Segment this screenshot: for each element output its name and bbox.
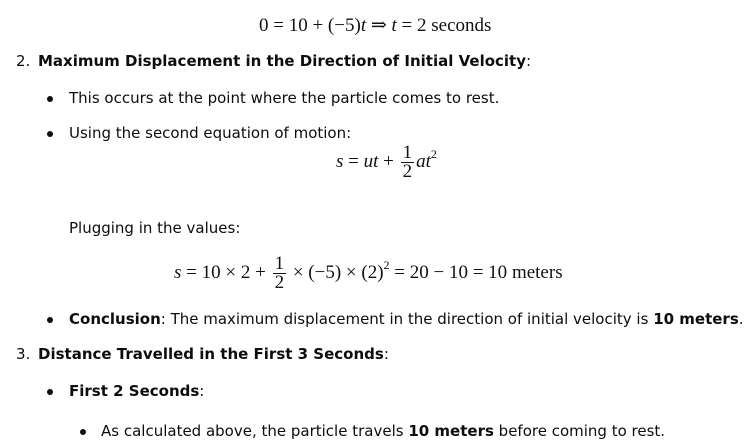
distance-value: 10 meters (408, 422, 494, 440)
conclusion-end: . (738, 310, 744, 328)
eq-plus: + (383, 150, 394, 172)
section-3-colon: : (383, 345, 389, 363)
fraction-half (401, 144, 415, 181)
eq-ut: ut (363, 150, 379, 172)
eq-part2: × (−5) × (2) (292, 261, 384, 283)
eq-equals: = (348, 150, 359, 172)
eq-result: = 2 (401, 15, 427, 36)
bullet-dot (47, 389, 53, 395)
conclusion-text: : The maximum displacement in the direction of initial velocity is (160, 310, 654, 328)
section-2-colon: : (526, 52, 532, 70)
conclusion-line (69, 310, 744, 328)
bullet-dot (47, 131, 53, 137)
bullet-dot (47, 96, 53, 102)
eq-lhs: 0 (259, 15, 269, 36)
bullet-particle-at-rest: This occurs at the point where the particle comes to rest. (69, 89, 500, 107)
bullet-dot (47, 317, 53, 323)
first-two-seconds-title: First 2 Seconds (69, 382, 200, 400)
conclusion-label: Conclusion (69, 310, 161, 328)
distance-text-a: As calculated above, the particle travels (101, 422, 409, 440)
conclusion-value: 10 meters (653, 310, 739, 328)
eq-var-t: t (360, 15, 367, 36)
fraction-denominator: 2 (274, 272, 285, 293)
section-2-number: 2. (16, 52, 31, 70)
eq-s: s (336, 150, 344, 172)
eq-s: s (174, 261, 182, 283)
eq-exponent: 2 (430, 146, 437, 161)
section-2-heading (38, 52, 531, 70)
fraction-numerator: 1 (274, 253, 285, 274)
eq-var-t2: t (391, 15, 397, 36)
eq-rhs: 10 + (−5) (288, 15, 361, 36)
first-two-seconds-heading (69, 382, 204, 400)
eq-part1: = 10 × 2 + (186, 261, 266, 283)
plugging-in-text: Plugging in the values: (69, 219, 241, 237)
section-3-heading (38, 345, 389, 363)
fraction-numerator: 1 (402, 142, 413, 163)
eq-exponent: 2 (383, 257, 390, 272)
eq-part3: = 20 − 10 = 10 (394, 261, 508, 283)
equation-values (174, 255, 563, 292)
equation-time-to-rest: 0 = 10 + (−5)t ⇒ t = 2 seconds (259, 15, 492, 36)
equation-second-motion (336, 144, 437, 181)
fraction-denominator: 2 (402, 161, 413, 182)
eq-unit: meters (511, 261, 563, 283)
nested-bullet-distance (101, 422, 665, 440)
first-two-seconds-colon: : (199, 382, 205, 400)
section-3-title: Distance Travelled in the First 3 Seconds (38, 345, 384, 363)
eq-unit: seconds (431, 15, 492, 36)
eq-at: at (416, 150, 431, 172)
fraction-half (273, 255, 287, 292)
bullet-second-equation: Using the second equation of motion: (69, 124, 352, 142)
implies-symbol: ⇒ (370, 15, 387, 36)
bullet-dot (80, 429, 86, 435)
section-2-title: Maximum Displacement in the Direction of Initial Velocity (38, 52, 526, 70)
section-3-number: 3. (16, 345, 31, 363)
distance-text-b: before coming to rest. (493, 422, 666, 440)
